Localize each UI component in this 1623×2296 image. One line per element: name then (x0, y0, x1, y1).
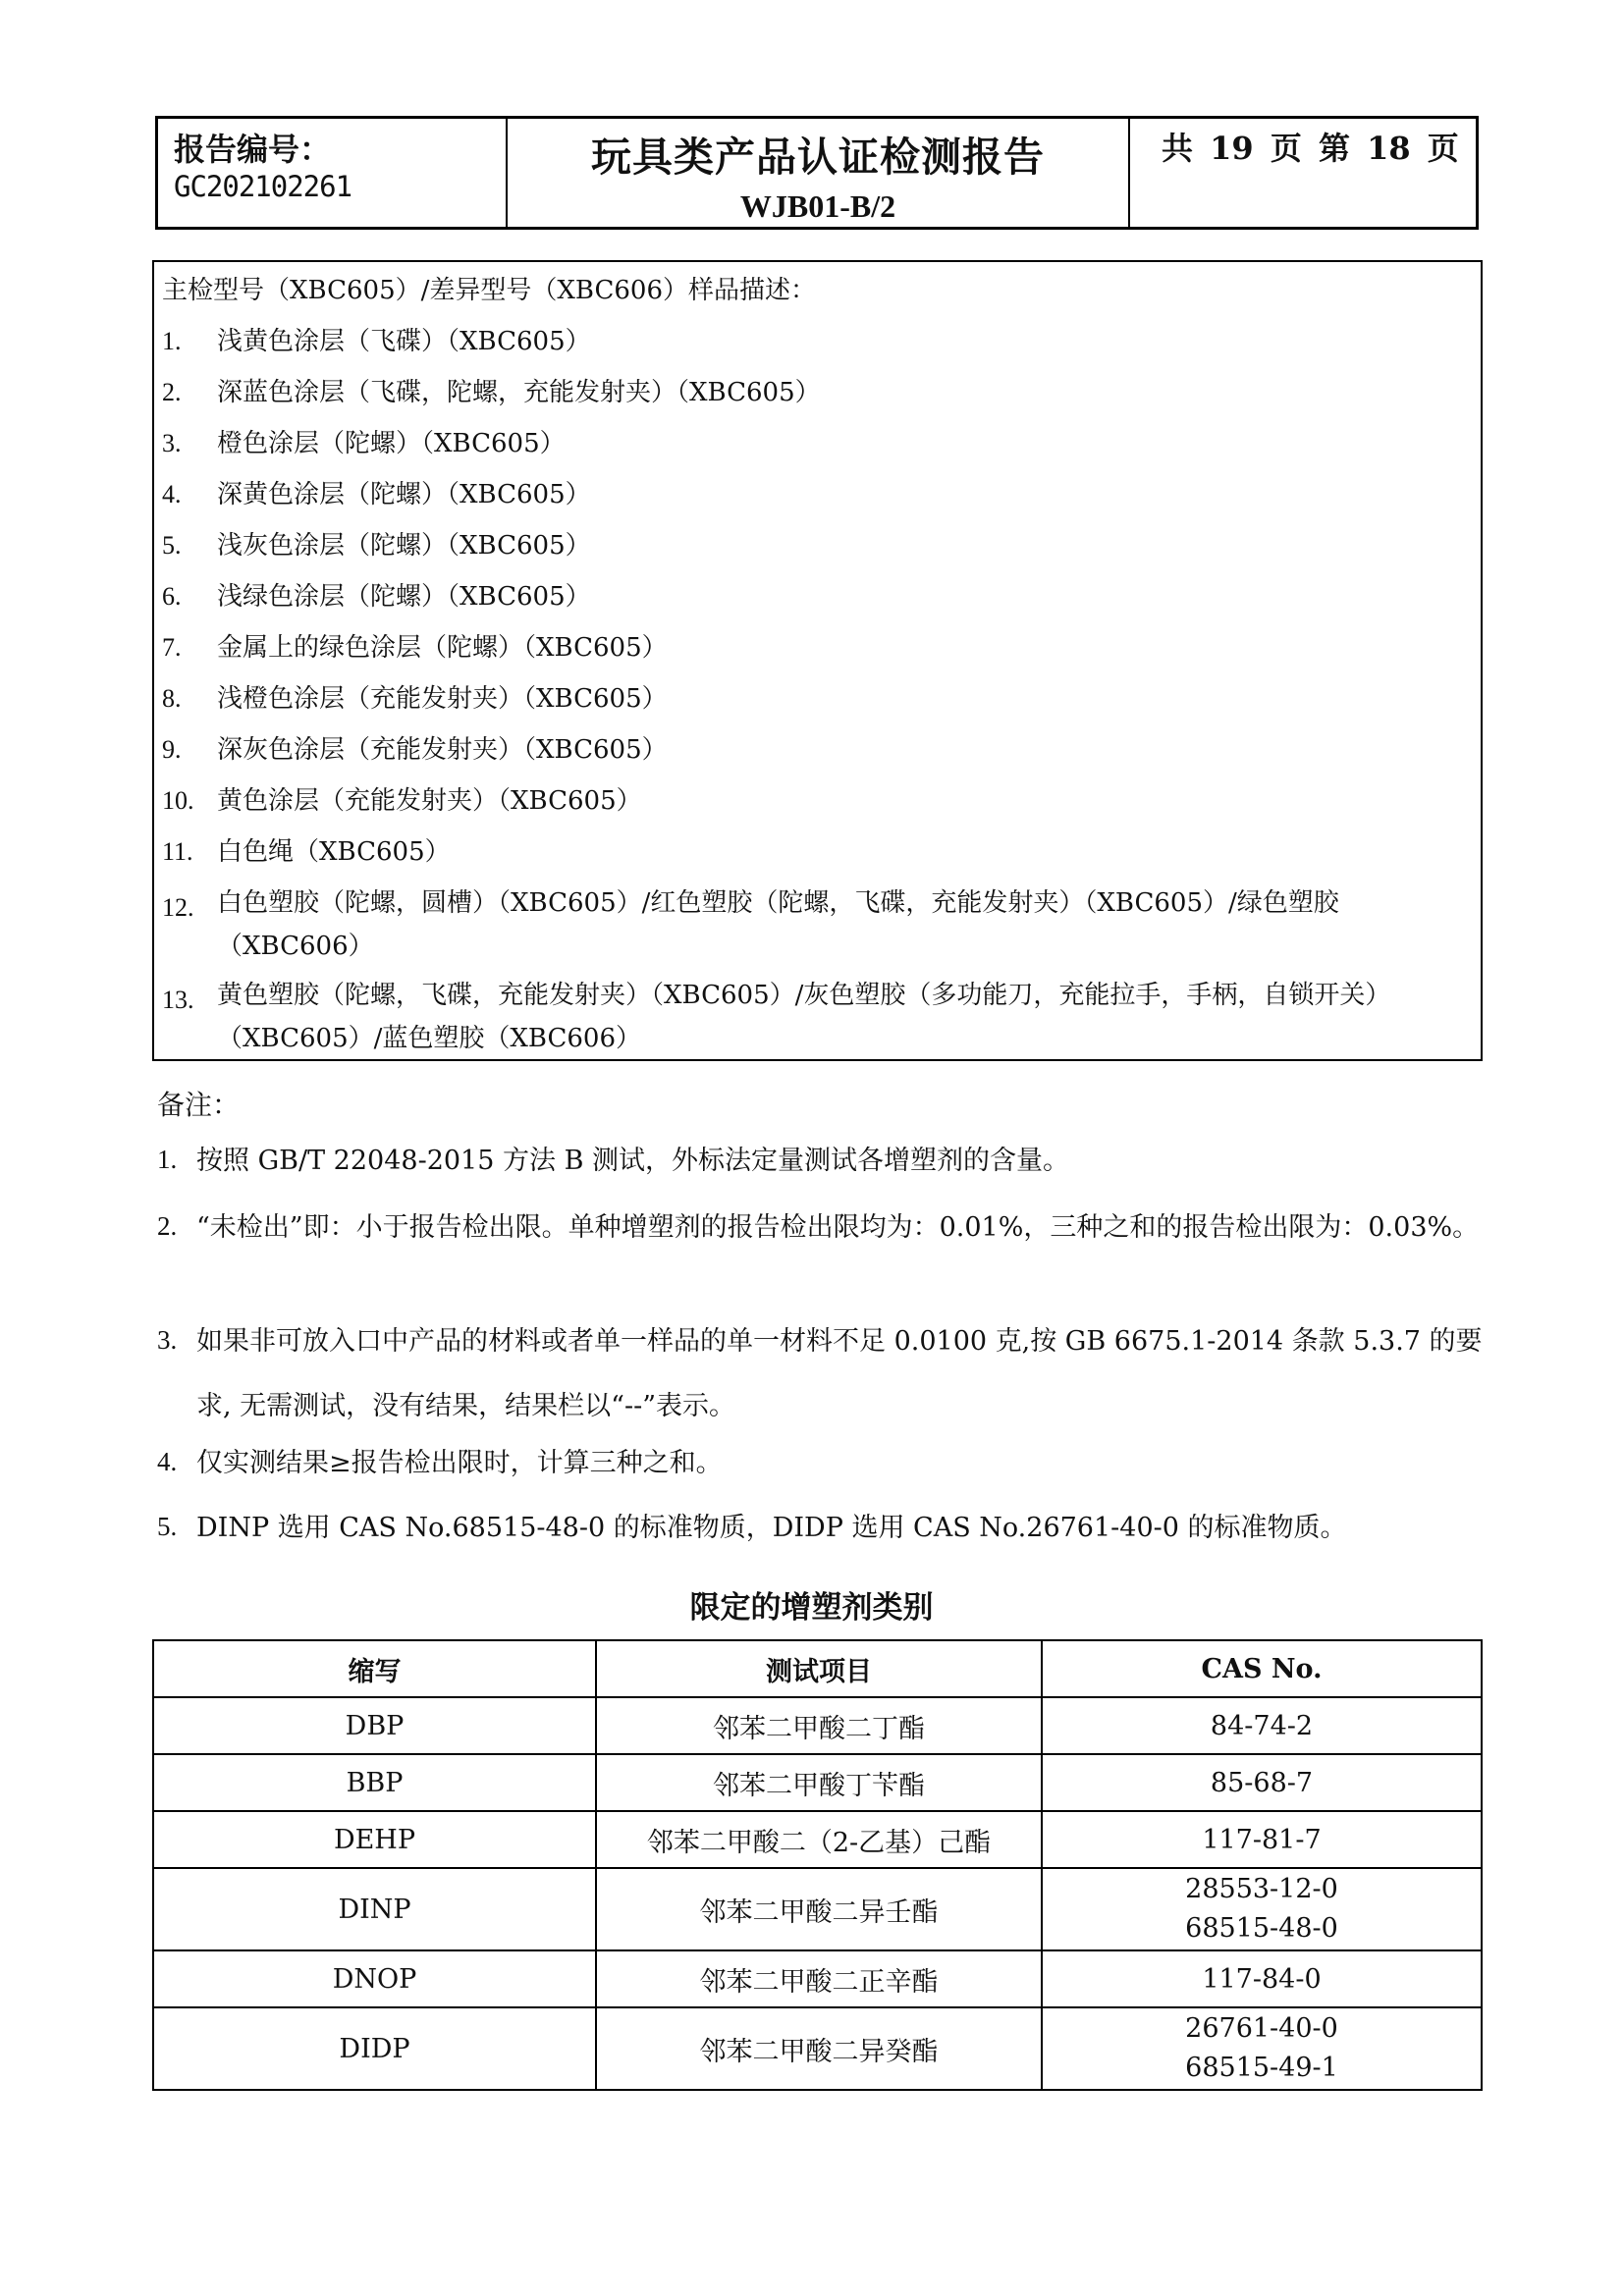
page-info-cell (1130, 119, 1476, 227)
column-header-abbr: 缩写 (153, 1640, 596, 1697)
table-header-row (153, 1640, 1482, 1697)
item-cell: 邻苯二甲酸丁苄酯 (596, 1754, 1042, 1811)
notes-title: 备注： (157, 1089, 241, 1121)
cas-number: 68515-49-1 (1185, 2053, 1338, 2083)
cas-cell: 117-84-0 (1042, 1950, 1482, 2007)
item-cell: 邻苯二甲酸二正辛酯 (596, 1950, 1042, 2007)
abbr-cell: BBP (153, 1754, 596, 1811)
list-item: 11. 白色绳（XBC605） (162, 837, 451, 867)
list-item: 4. 深黄色涂层（陀螺）（XBC605） (162, 480, 591, 509)
item-cell: 邻苯二甲酸二（2-乙基）己酯 (596, 1811, 1042, 1868)
list-item: 5. 浅灰色涂层（陀螺）（XBC605） (162, 531, 591, 561)
cas-cell: 117-81-7 (1042, 1811, 1482, 1868)
table-row (153, 1754, 1482, 1811)
page-info: 共 19 页 第 18 页 (1162, 130, 1459, 167)
report-number-cell (158, 119, 508, 227)
item-cell: 邻苯二甲酸二异壬酯 (596, 1868, 1042, 1950)
title-cell (508, 119, 1130, 227)
note-item: 3. 如果非可放入口中产品的材料或者单一样品的单一材料不足 0.0100 克,按 GB 6675.1-2014 条款 5.3.7 的要求, 无需测试，没有结果，结果栏以“--”表示。 (157, 1325, 1483, 1421)
abbr-cell: DIDP (153, 2007, 596, 2090)
list-item: 10. 黄色涂层（充能发射夹）（XBC605） (162, 786, 642, 816)
document-code: WJB01-B/2 (739, 188, 896, 224)
list-item: 13. 黄色塑胶（陀螺，飞碟，充能发射夹）（XBC605）/灰色塑胶（多功能刀，充能拉手，手柄，自锁开关）（XBC605）/蓝色塑胶（XBC606） (162, 981, 1391, 1053)
report-number: GC202102261 (174, 170, 352, 203)
cas-number: 28553-12-0 (1185, 1874, 1338, 1904)
table-row (153, 1950, 1482, 2007)
item-cell: 邻苯二甲酸二异癸酯 (596, 2007, 1042, 2090)
list-item: 3. 橙色涂层（陀螺）（XBC605） (162, 429, 566, 458)
list-item: 7. 金属上的绿色涂层（陀螺）（XBC605） (162, 633, 668, 663)
list-item: 8. 浅橙色涂层（充能发射夹）（XBC605） (162, 684, 668, 714)
list-item: 2. 深蓝色涂层（飞碟，陀螺，充能发射夹）（XBC605） (162, 378, 821, 407)
list-item: 1. 浅黄色涂层（飞碟）（XBC605） (162, 327, 591, 356)
column-header-item: 测试项目 (596, 1640, 1042, 1697)
sample-description-box (152, 260, 1483, 1061)
cas-cell (1042, 2007, 1482, 2090)
list-item: 9. 深灰色涂层（充能发射夹）（XBC605） (162, 735, 668, 765)
list-item: 12. 白色塑胶（陀螺，圆槽）（XBC605）/红色塑胶（陀螺，飞碟，充能发射夹）（XBC605）/绿色塑胶（XBC606） (162, 888, 1339, 961)
list-item: 6. 浅绿色涂层（陀螺）（XBC605） (162, 582, 591, 612)
cas-cell (1042, 1868, 1482, 1950)
plasticizer-table-title: 限定的增塑剂类别 (689, 1590, 934, 1626)
note-item: 4. 仅实测结果≥报告检出限时，计算三种之和。 (157, 1447, 723, 1478)
note-item: 1. 按照 GB/T 22048-2015 方法 B 测试，外标法定量测试各增塑剂的含量。 (157, 1145, 1069, 1176)
abbr-cell: DEHP (153, 1811, 596, 1868)
table-row (153, 1811, 1482, 1868)
plasticizer-table (152, 1639, 1483, 2091)
cas-cell: 85-68-7 (1042, 1754, 1482, 1811)
table-row (153, 1868, 1482, 1950)
note-item: 2. “未检出”即：小于报告检出限。单种增塑剂的报告检出限均为：0.01%，三种之和的报告检出限为：0.03%。 (157, 1211, 1480, 1243)
item-cell: 邻苯二甲酸二丁酯 (596, 1697, 1042, 1754)
document-title: 玩具类产品认证检测报告 (591, 133, 1045, 181)
cas-cell: 84-74-2 (1042, 1697, 1482, 1754)
abbr-cell: DBP (153, 1697, 596, 1754)
cas-number: 26761-40-0 (1185, 2013, 1338, 2044)
cas-number: 68515-48-0 (1185, 1913, 1338, 1944)
table-row (153, 1697, 1482, 1754)
abbr-cell: DNOP (153, 1950, 596, 2007)
note-item: 5. DINP 选用 CAS No.68515-48-0 的标准物质，DIDP 选用 CAS No.26761-40-0 的标准物质。 (157, 1512, 1347, 1543)
column-header-cas: CAS No. (1042, 1640, 1482, 1697)
report-header (155, 116, 1479, 230)
abbr-cell: DINP (153, 1868, 596, 1950)
report-number-label: 报告编号： (174, 131, 332, 168)
table-row (153, 2007, 1482, 2090)
sample-description-heading: 主检型号（XBC605）/差异型号（XBC606）样品描述： (162, 276, 816, 305)
